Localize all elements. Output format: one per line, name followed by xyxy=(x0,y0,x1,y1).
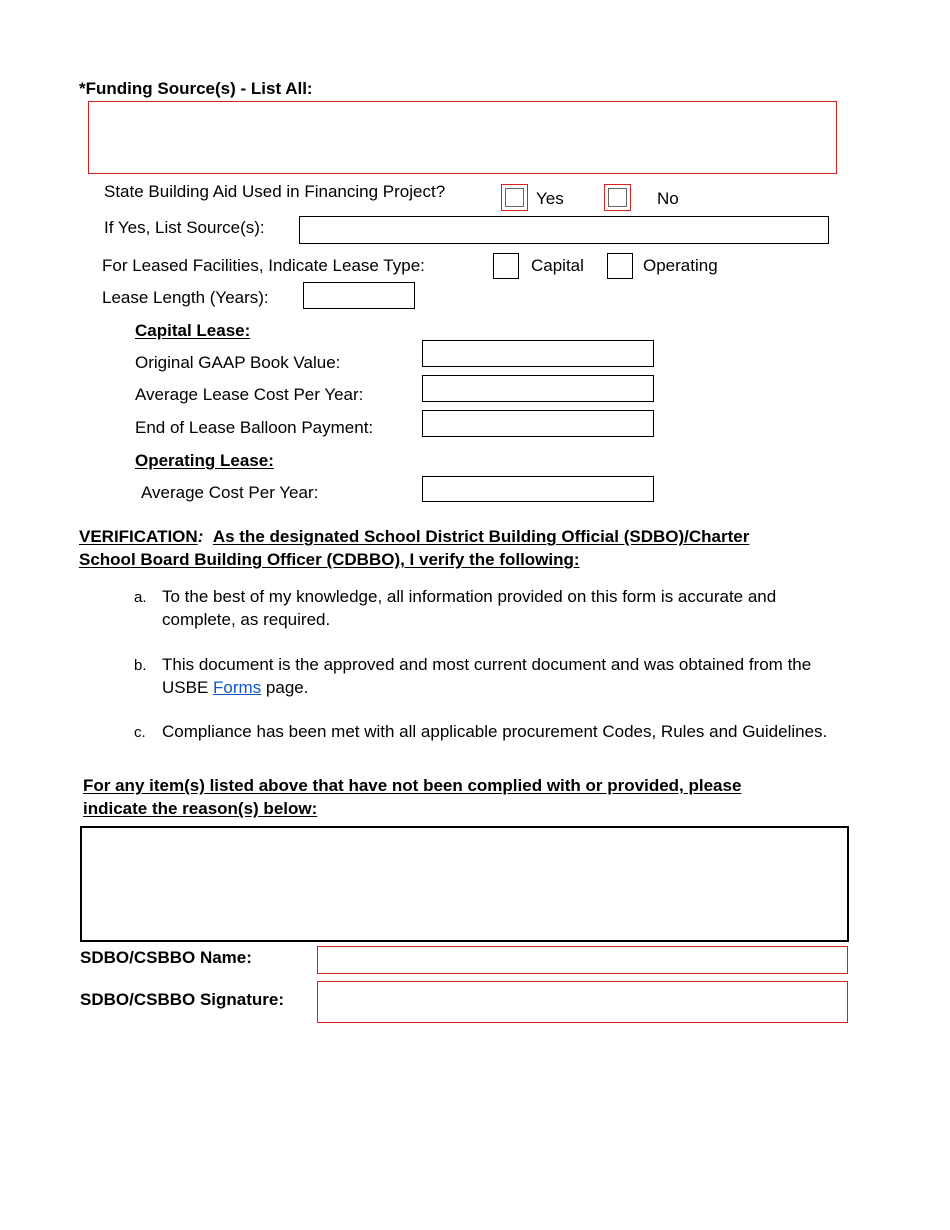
verification-lead: VERIFICATION xyxy=(79,527,198,546)
sdbo-name-input[interactable] xyxy=(317,946,848,974)
balloon-payment-input[interactable] xyxy=(422,410,654,437)
item-marker: c. xyxy=(134,724,146,741)
forms-link[interactable]: Forms xyxy=(213,678,262,697)
reasons-textarea[interactable] xyxy=(80,826,849,942)
state-aid-no-label: No xyxy=(657,189,679,208)
sdbo-signature-input[interactable] xyxy=(317,981,848,1023)
funding-sources-input[interactable] xyxy=(88,101,837,174)
verification-line-1: As the designated School District Building Official (SDBO)/Charter xyxy=(212,527,750,546)
avg-cost-per-year-input[interactable] xyxy=(422,476,654,502)
reasons-instructions-line-2: indicate the reason(s) below: xyxy=(83,799,318,818)
capital-lease-heading: Capital Lease: xyxy=(135,321,251,340)
list-sources-input[interactable] xyxy=(299,216,829,244)
funding-sources-label: *Funding Source(s) - List All: xyxy=(79,79,313,98)
avg-lease-cost-label: Average Lease Cost Per Year: xyxy=(135,385,364,404)
verification-line-2: School Board Building Officer (CDBBO), I verify the following: xyxy=(79,550,580,569)
balloon-payment-label: End of Lease Balloon Payment: xyxy=(135,418,374,437)
gaap-book-value-input[interactable] xyxy=(422,340,654,367)
verification-statement xyxy=(79,527,749,547)
operating-lease-checkbox[interactable] xyxy=(607,253,633,279)
item-text: This document is the approved and most current document and was obtained from the USBE Forms page. xyxy=(162,655,812,697)
lease-length-input[interactable] xyxy=(303,282,415,309)
state-aid-question: State Building Aid Used in Financing Project? xyxy=(104,182,446,201)
state-aid-no-checkbox[interactable] xyxy=(604,184,631,211)
item-marker: b. xyxy=(134,657,147,674)
state-aid-yes-checkbox[interactable] xyxy=(501,184,528,211)
avg-cost-per-year-label: Average Cost Per Year: xyxy=(141,483,319,502)
item-marker: a. xyxy=(134,589,147,606)
item-text: To the best of my knowledge, all information provided on this form is accurate and complete, as required. xyxy=(162,587,777,629)
reasons-instructions-line-1: For any item(s) listed above that have not been complied with or provided, please xyxy=(83,776,742,795)
lease-length-label: Lease Length (Years): xyxy=(102,288,269,307)
verification-colon: : xyxy=(197,527,204,546)
list-sources-label: If Yes, List Source(s): xyxy=(104,218,265,237)
sdbo-name-label: SDBO/CSBBO Name: xyxy=(80,948,252,967)
avg-lease-cost-input[interactable] xyxy=(422,375,654,402)
lease-type-label: For Leased Facilities, Indicate Lease Type: xyxy=(102,256,425,275)
item-text: Compliance has been met with all applicable procurement Codes, Rules and Guidelines. xyxy=(162,722,828,741)
operating-lease-option-label: Operating xyxy=(643,256,718,275)
capital-lease-option-label: Capital xyxy=(531,256,584,275)
gaap-book-value-label: Original GAAP Book Value: xyxy=(135,353,341,372)
operating-lease-heading: Operating Lease: xyxy=(135,451,274,470)
capital-lease-checkbox[interactable] xyxy=(493,253,519,279)
sdbo-signature-label: SDBO/CSBBO Signature: xyxy=(80,990,285,1009)
state-aid-yes-label: Yes xyxy=(536,189,564,208)
